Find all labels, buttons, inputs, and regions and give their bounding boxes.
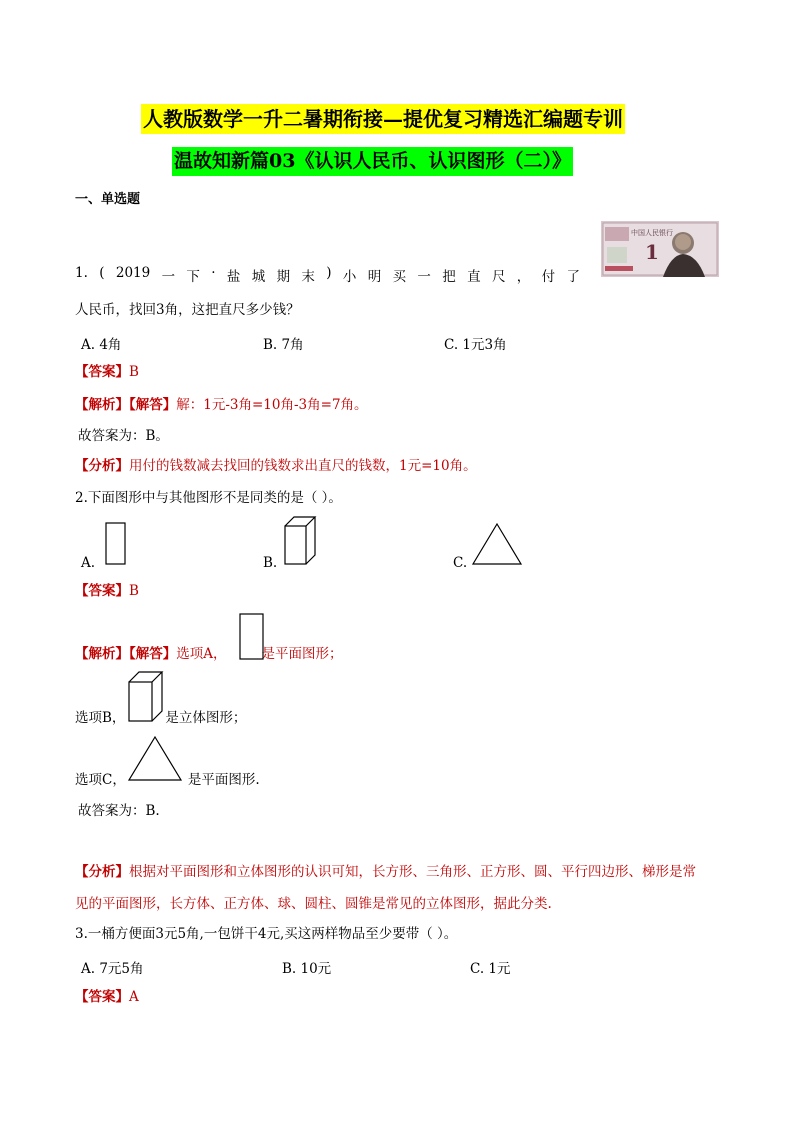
document-subtitle: 温故知新篇03《认识人民币、认识图形（二）》 xyxy=(172,147,573,176)
q1-option-c: C. 1元3角 xyxy=(444,337,507,353)
q1-stem-char: 付 xyxy=(541,269,556,285)
line-a-prefix: 选项A， xyxy=(176,646,227,662)
q1-stem-char: 城 xyxy=(251,269,266,285)
fenxi-tag: 【分析】 xyxy=(75,458,129,474)
q2-option-b-label: B. xyxy=(263,555,278,571)
q2-answer xyxy=(75,581,139,601)
q1-stem-line2: 人民币，找回3角，这把直尺多少钱？ xyxy=(75,302,300,318)
q1-answer xyxy=(75,362,139,382)
answer-tag: 【答案】 xyxy=(75,364,129,380)
q2-fenxi-line1 xyxy=(75,862,696,882)
q1-conclusion: 故答案为：B。 xyxy=(78,428,169,444)
answer-value: A xyxy=(129,989,139,1005)
analysis-tag: 【解析】【解答】 xyxy=(75,397,177,413)
q3-option-a: A. 7元5角 xyxy=(81,961,144,977)
q1-stem-char: ) xyxy=(326,265,332,281)
section-title: 一、单选题 xyxy=(75,192,141,207)
q1-stem-char: 一 xyxy=(161,269,176,285)
triangle-shape-icon xyxy=(471,522,523,566)
q1-stem-char: 一 xyxy=(417,269,431,285)
q1-stem-char: 直 xyxy=(467,269,481,285)
q1-stem-char: 盐 xyxy=(226,269,241,285)
line-b-prefix: 选项B， xyxy=(75,710,126,726)
banknote-image xyxy=(601,221,719,277)
q1-stem-char: 末 xyxy=(301,269,315,285)
analysis-text: 解：1元-3角=10角-3角=7角。 xyxy=(176,397,368,413)
q3-stem: 3.一桶方便面3元5角,一包饼干4元,买这两样物品至少要带（ ）。 xyxy=(75,926,458,942)
document-title: 人教版数学一升二暑期衔接—提优复习精选汇编题专训 xyxy=(141,104,625,134)
q3-option-c: C. 1元 xyxy=(470,961,511,977)
q3-answer xyxy=(75,987,139,1007)
q1-stem-char: ， xyxy=(516,269,531,285)
q1-stem-char: · xyxy=(211,265,216,281)
q1-stem-char: 买 xyxy=(392,269,407,285)
banknote-denomination: 1 xyxy=(645,240,659,264)
q2-analysis-line-a xyxy=(75,644,343,664)
line-b-suffix: 是立体图形； xyxy=(165,710,247,726)
q1-stem-char: 期 xyxy=(276,269,291,285)
answer-tag: 【答案】 xyxy=(75,989,129,1005)
cuboid-shape-icon xyxy=(283,515,317,567)
line-c-prefix: 选项C， xyxy=(75,772,126,788)
banknote-bank-name: 中国人民银行 xyxy=(631,229,673,237)
answer-value: B xyxy=(129,364,139,380)
q2-conclusion: 故答案为：B. xyxy=(78,803,160,819)
triangle-shape-icon xyxy=(127,735,183,783)
line-a-suffix: 是平面图形； xyxy=(261,646,343,662)
cuboid-shape-icon xyxy=(127,670,165,724)
q1-stem-char: ( xyxy=(99,265,105,281)
fenxi-tag: 【分析】 xyxy=(75,864,129,880)
q1-stem-char: 尺 xyxy=(491,269,506,285)
answer-value: B xyxy=(129,583,139,599)
q1-stem-line1 xyxy=(75,265,580,285)
q1-stem-char: 了 xyxy=(566,269,580,285)
q1-stem-char: 小 xyxy=(342,269,357,285)
q1-stem-char: 下 xyxy=(186,269,200,285)
q1-option-b: B. 7角 xyxy=(263,337,304,353)
fenxi-text-1: 根据对平面图形和立体图形的认识可知，长方形、三角形、正方形、圆、平行四边形、梯形是常 xyxy=(129,864,696,880)
q3-option-b: B. 10元 xyxy=(282,961,332,977)
q2-option-c-label: C. xyxy=(453,555,468,571)
q1-stem-char: 把 xyxy=(442,269,456,285)
q2-fenxi-line2: 见的平面图形，长方体、正方体、球、圆柱、圆锥是常见的立体图形，据此分类. xyxy=(75,896,552,912)
q2-stem: 2.下面图形中与其他图形不是同类的是（ ）。 xyxy=(75,490,342,506)
line-c-suffix: 是平面图形. xyxy=(187,772,260,788)
banknote-icon xyxy=(601,221,719,277)
rectangle-shape-icon xyxy=(104,521,128,567)
q2-option-a-label: A. xyxy=(81,555,96,571)
q1-fenxi xyxy=(75,456,477,476)
rectangle-shape-icon xyxy=(238,612,266,662)
fenxi-text: 用付的钱数减去找回的钱数求出直尺的钱数，1元=10角。 xyxy=(129,458,477,474)
answer-tag: 【答案】 xyxy=(75,583,129,599)
q1-stem-char: 1. xyxy=(75,265,88,281)
q1-analysis xyxy=(75,395,368,415)
analysis-tag: 【解析】【解答】 xyxy=(75,646,177,662)
q1-stem-char: 2019 xyxy=(115,265,151,281)
q1-option-a: A. 4角 xyxy=(81,337,122,353)
q1-stem-char: 明 xyxy=(367,269,382,285)
